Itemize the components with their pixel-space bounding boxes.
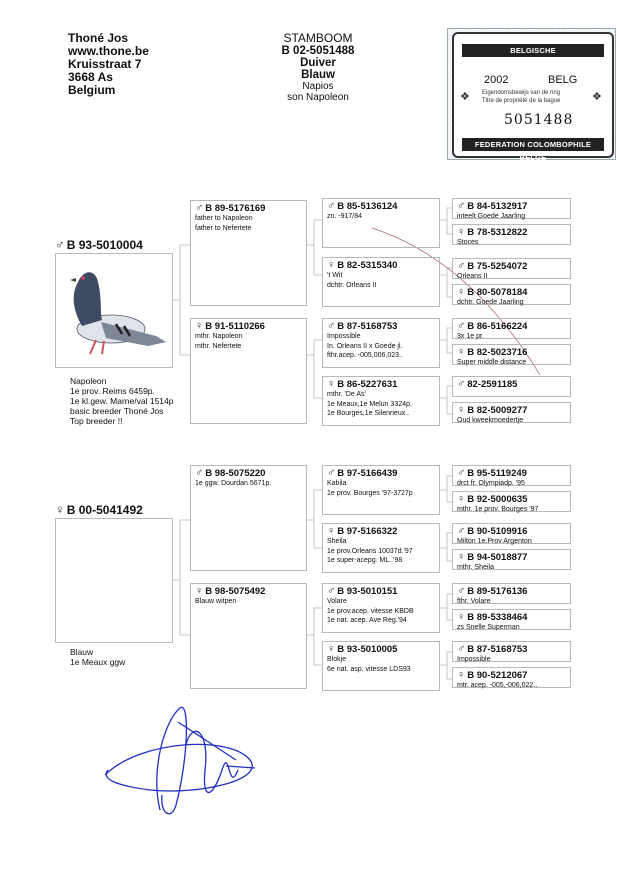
gen4-box-9 [452, 465, 571, 486]
header-ring: B 02-5051488 [281, 45, 355, 57]
card-line2: Titre de propriété de la bague [482, 98, 561, 104]
gen4-box-15 [452, 641, 571, 662]
ring-number [457, 468, 566, 479]
sex-symbol-icon: ♂ [457, 320, 466, 332]
text-value: B 85-5136124 [337, 201, 398, 212]
gen2-box-3 [190, 465, 307, 571]
ancestor-note: mthr. 'De As' [327, 391, 366, 398]
ancestor-note: 1e Bourges,1e Silenrieux.. [327, 410, 410, 417]
ring-number [195, 586, 302, 597]
ancestor-note: drct fr. Olympiadp. '95 [457, 480, 525, 487]
ancestor-note: Milton 1e.Prov Argenton [457, 538, 532, 545]
text-value: B 89-5176169 [205, 203, 266, 214]
signature-icon [105, 707, 255, 813]
card-line1: Eigendomsbewijs van de ring [482, 90, 561, 96]
header-sex: Duiver [300, 57, 336, 69]
ancestor-note: 1e prov.acep. vitesse KBDB [327, 607, 414, 615]
ancestor-note: Volare [327, 598, 347, 605]
text-value: B 75-5254072 [467, 261, 528, 272]
ring-number [327, 321, 435, 332]
gen3-box-5 [322, 465, 440, 515]
ancestor-note: 't Wit [327, 272, 343, 279]
gen3-box-7 [322, 583, 440, 633]
ring-number [457, 612, 566, 623]
ancestor-note: 1e nat. acep. Ave Reg.'94 [327, 617, 407, 624]
ancestor-note: 1e Meaux,1e Melun 3324p. [327, 400, 412, 408]
text-value: B 89-5176136 [467, 586, 528, 597]
text-value: B 98-5075220 [205, 468, 266, 479]
gen4-box-12 [452, 549, 571, 570]
ring-number [457, 552, 566, 563]
sex-symbol-icon: ♂ [195, 467, 204, 479]
sex-symbol-icon: ♀ [457, 346, 466, 358]
ring-number [457, 670, 566, 681]
sex-symbol-icon: ♀ [457, 404, 466, 416]
ancestor-note: father to Napoleon [195, 215, 253, 222]
text-value: B 97-5166439 [337, 468, 398, 479]
ancestor-note: 1e super-acepg. ML. '98 [327, 557, 403, 564]
ancestor-note: fthr. Volare [457, 598, 491, 605]
ring-number [327, 201, 435, 212]
sex-symbol-icon: ♀ [327, 525, 336, 537]
ancestor-note: dchtr. Goede Jaarling [457, 299, 524, 306]
ancestor-note: dchtr. Orleans II [327, 281, 377, 289]
sex-symbol-icon: ♀ [457, 611, 466, 623]
ancestor-note: Sheila [327, 538, 347, 545]
text-value: B 84-5132917 [467, 201, 528, 212]
ancestor-note: Impossible [327, 333, 361, 340]
ring-number [327, 379, 435, 390]
sex-symbol-icon: ♀ [195, 320, 204, 332]
sex-symbol-icon: ♂ [457, 525, 466, 537]
sex-symbol-icon: ♂ [457, 378, 466, 390]
text-value: B 97-5166322 [337, 526, 398, 537]
sex-symbol-icon: ♀ [457, 551, 466, 563]
ring-number [457, 261, 566, 272]
text-value: 1e prov. Reims 6459p. [70, 386, 155, 396]
ring-number [457, 644, 566, 655]
gen4-box-13 [452, 583, 571, 604]
card-bottom-band: FEDERATION COLOMBOPHILE BELGE [462, 138, 604, 151]
text-value: B 95-5119249 [467, 468, 527, 479]
owner-street: Kruisstraat 7 [68, 57, 142, 71]
text-value: 1e kl.gew. Marne/val 1514p [70, 396, 174, 406]
gen4-box-10 [452, 491, 571, 512]
sex-symbol-icon: ♂ [327, 585, 336, 597]
ancestor-note: zn. -917/84 [327, 213, 363, 220]
header-color: Blauw [301, 69, 335, 81]
sire-ring [55, 237, 143, 252]
text-value: B 82-5023716 [467, 347, 528, 358]
sex-symbol-icon: ♀ [327, 643, 336, 655]
text-value: B 87-5168753 [467, 644, 528, 655]
owner-country: Belgium [68, 83, 116, 97]
card-top-band: BELGISCHE DUIVENLIEFHEBBERSBOND [462, 44, 604, 57]
ring-number [457, 321, 566, 332]
text-value: B 94-5018877 [467, 552, 528, 563]
ornament-left-icon: ❖ [460, 91, 470, 103]
ancestor-note: In. Orleans II x Goede jl. [327, 342, 403, 350]
gen3-box-1 [322, 198, 440, 248]
gen4-box-11 [452, 523, 571, 544]
ornament-right-icon: ❖ [592, 91, 602, 103]
sire-description [70, 376, 173, 426]
page-title: STAMBOOM [283, 31, 353, 45]
text-value: 82-2591185 [467, 379, 518, 390]
gen3-box-3 [322, 318, 440, 368]
pigeon-icon [56, 254, 172, 367]
sex-symbol-icon: ♂ [195, 202, 204, 214]
sex-symbol-icon: ♀ [457, 669, 466, 681]
text-value: 1e Meaux ggw [70, 657, 126, 667]
text-value: B 86-5166224 [467, 321, 528, 332]
sex-symbol-icon: ♂ [327, 200, 336, 212]
gen3-box-2 [322, 257, 440, 307]
ancestor-note: Blokje [327, 656, 347, 663]
ring-number [327, 468, 435, 479]
ancestor-note: mthr. 1e prov. Bourges '97 [457, 506, 539, 513]
gen4-box-7 [452, 376, 571, 397]
ancestor-note: 1e prov. Bourges '97-3727p [327, 489, 413, 497]
gen2-box-2 [190, 318, 307, 424]
text-value: B 93-5010004 [66, 238, 143, 252]
sex-symbol-icon: ♀ [457, 493, 466, 505]
gen4-box-6 [452, 344, 571, 365]
ring-number [457, 287, 566, 298]
sex-symbol-icon: ♂ [457, 260, 466, 272]
ring-number [457, 379, 566, 390]
text-value: B 90-5212067 [467, 670, 528, 681]
header-subtitle: son Napoleon [287, 92, 349, 103]
gen2-box-4 [190, 583, 307, 689]
text-value: basic breeder Thoné Jos [70, 406, 164, 416]
ring-number [457, 347, 566, 358]
sex-symbol-icon: ♂ [457, 467, 466, 479]
card-country: BELG [548, 74, 578, 86]
ring-number [195, 468, 302, 479]
text-value: B 80-5078184 [467, 287, 528, 298]
sex-symbol-icon: ♀ [457, 286, 466, 298]
text-value: B 82-5315340 [337, 260, 398, 271]
dam-photo [55, 518, 173, 643]
gen4-box-4 [452, 284, 571, 305]
ancestor-note: mthr. Sheila [457, 564, 494, 571]
ancestor-note: Super middle distance [457, 359, 527, 366]
owner-name: Thoné Jos [68, 31, 129, 45]
text-value: Blauw [70, 647, 94, 657]
sex-symbol-icon: ♀ [55, 502, 65, 517]
text-value: B 87-5168753 [337, 321, 398, 332]
ancestor-note: inteelt Goede Jaarling [457, 213, 526, 220]
ancestor-note: 1e ggw. Dourdan 5671p. [195, 480, 272, 487]
owner-city: 3668 As [68, 70, 113, 84]
ancestor-note: mtr. acep. -005,-006,022.. [457, 682, 538, 689]
text-value: B 82-5009277 [467, 405, 528, 416]
ancestor-note: 6e nat. asp. vitesse LDS93 [327, 665, 411, 673]
gen3-box-4 [322, 376, 440, 426]
text-value: B 91-5110266 [205, 321, 265, 332]
text-value: B 86-5227631 [337, 379, 398, 390]
sex-symbol-icon: ♂ [457, 200, 466, 212]
gen4-box-8 [452, 402, 571, 423]
ring-number [195, 321, 302, 332]
sex-symbol-icon: ♀ [327, 378, 336, 390]
sex-symbol-icon: ♀ [327, 259, 336, 271]
ring-number [457, 227, 566, 238]
text-value: B 98-5075492 [205, 586, 266, 597]
text-value: Top breeder !! [70, 416, 123, 426]
sex-symbol-icon: ♂ [457, 585, 466, 597]
ancestor-note: zs Snelle Superman [457, 624, 520, 631]
text-value: B 93-5010151 [337, 586, 398, 597]
gen4-box-16 [452, 667, 571, 688]
ring-number [327, 526, 435, 537]
text-value: B 93-5010005 [337, 644, 398, 655]
gen4-box-3 [452, 258, 571, 279]
text-value: B 78-5312822 [467, 227, 528, 238]
text-value: B 89-5338464 [467, 612, 528, 623]
sex-symbol-icon: ♂ [55, 237, 65, 252]
sex-symbol-icon: ♂ [327, 467, 336, 479]
gen4-box-2 [452, 224, 571, 245]
gen3-box-8 [322, 641, 440, 691]
owner-website[interactable]: www.thone.be [68, 44, 149, 58]
ancestor-note: Oud kweekmoedertje [457, 417, 524, 424]
text-value: B 00-5041492 [66, 503, 143, 517]
text-value: B 90-5109916 [467, 526, 528, 537]
ancestor-note: father to Nefertete [195, 224, 252, 232]
ancestor-note: Kabila [327, 480, 347, 487]
ring-number [457, 586, 566, 597]
sex-symbol-icon: ♀ [195, 585, 204, 597]
ring-number [457, 405, 566, 416]
ring-number [327, 644, 435, 655]
sex-symbol-icon: ♂ [457, 643, 466, 655]
ancestor-note: fthr.acep. -005,006,023.. [327, 352, 403, 359]
gen3-box-6 [322, 523, 440, 573]
header-name: Napios [302, 81, 334, 92]
card-number: 5051488 [504, 112, 574, 128]
sire-photo [55, 253, 173, 368]
ancestor-note: 1e prov.Orleans 10037d.'97 [327, 547, 413, 555]
gen4-box-1 [452, 198, 571, 219]
ring-number [327, 586, 435, 597]
gen4-box-5 [452, 318, 571, 339]
ring-number [195, 203, 302, 214]
gen4-box-14 [452, 609, 571, 630]
ancestor-note: mthr. Napoleon [195, 333, 243, 340]
ring-number [327, 260, 435, 271]
ring-number [457, 494, 566, 505]
ring-number [457, 526, 566, 537]
text-value: Napoleon [70, 376, 107, 386]
text-value: B 92-5000635 [467, 494, 528, 505]
ancestor-note: mthr. Nefertete [195, 342, 242, 350]
ancestor-note: Stoces [457, 239, 479, 246]
card-year: 2002 [484, 74, 509, 86]
sex-symbol-icon: ♀ [457, 226, 466, 238]
ancestor-note: Orleans II [457, 273, 488, 280]
gen2-box-1 [190, 200, 307, 306]
dam-description [70, 647, 125, 667]
sex-symbol-icon: ♂ [327, 320, 336, 332]
ancestor-note: 3x 1e pr. [457, 333, 484, 340]
ancestor-note: Impossible [457, 656, 491, 663]
ring-number [457, 201, 566, 212]
ancestor-note: Blauw witpen [195, 598, 237, 605]
dam-ring [55, 502, 143, 517]
